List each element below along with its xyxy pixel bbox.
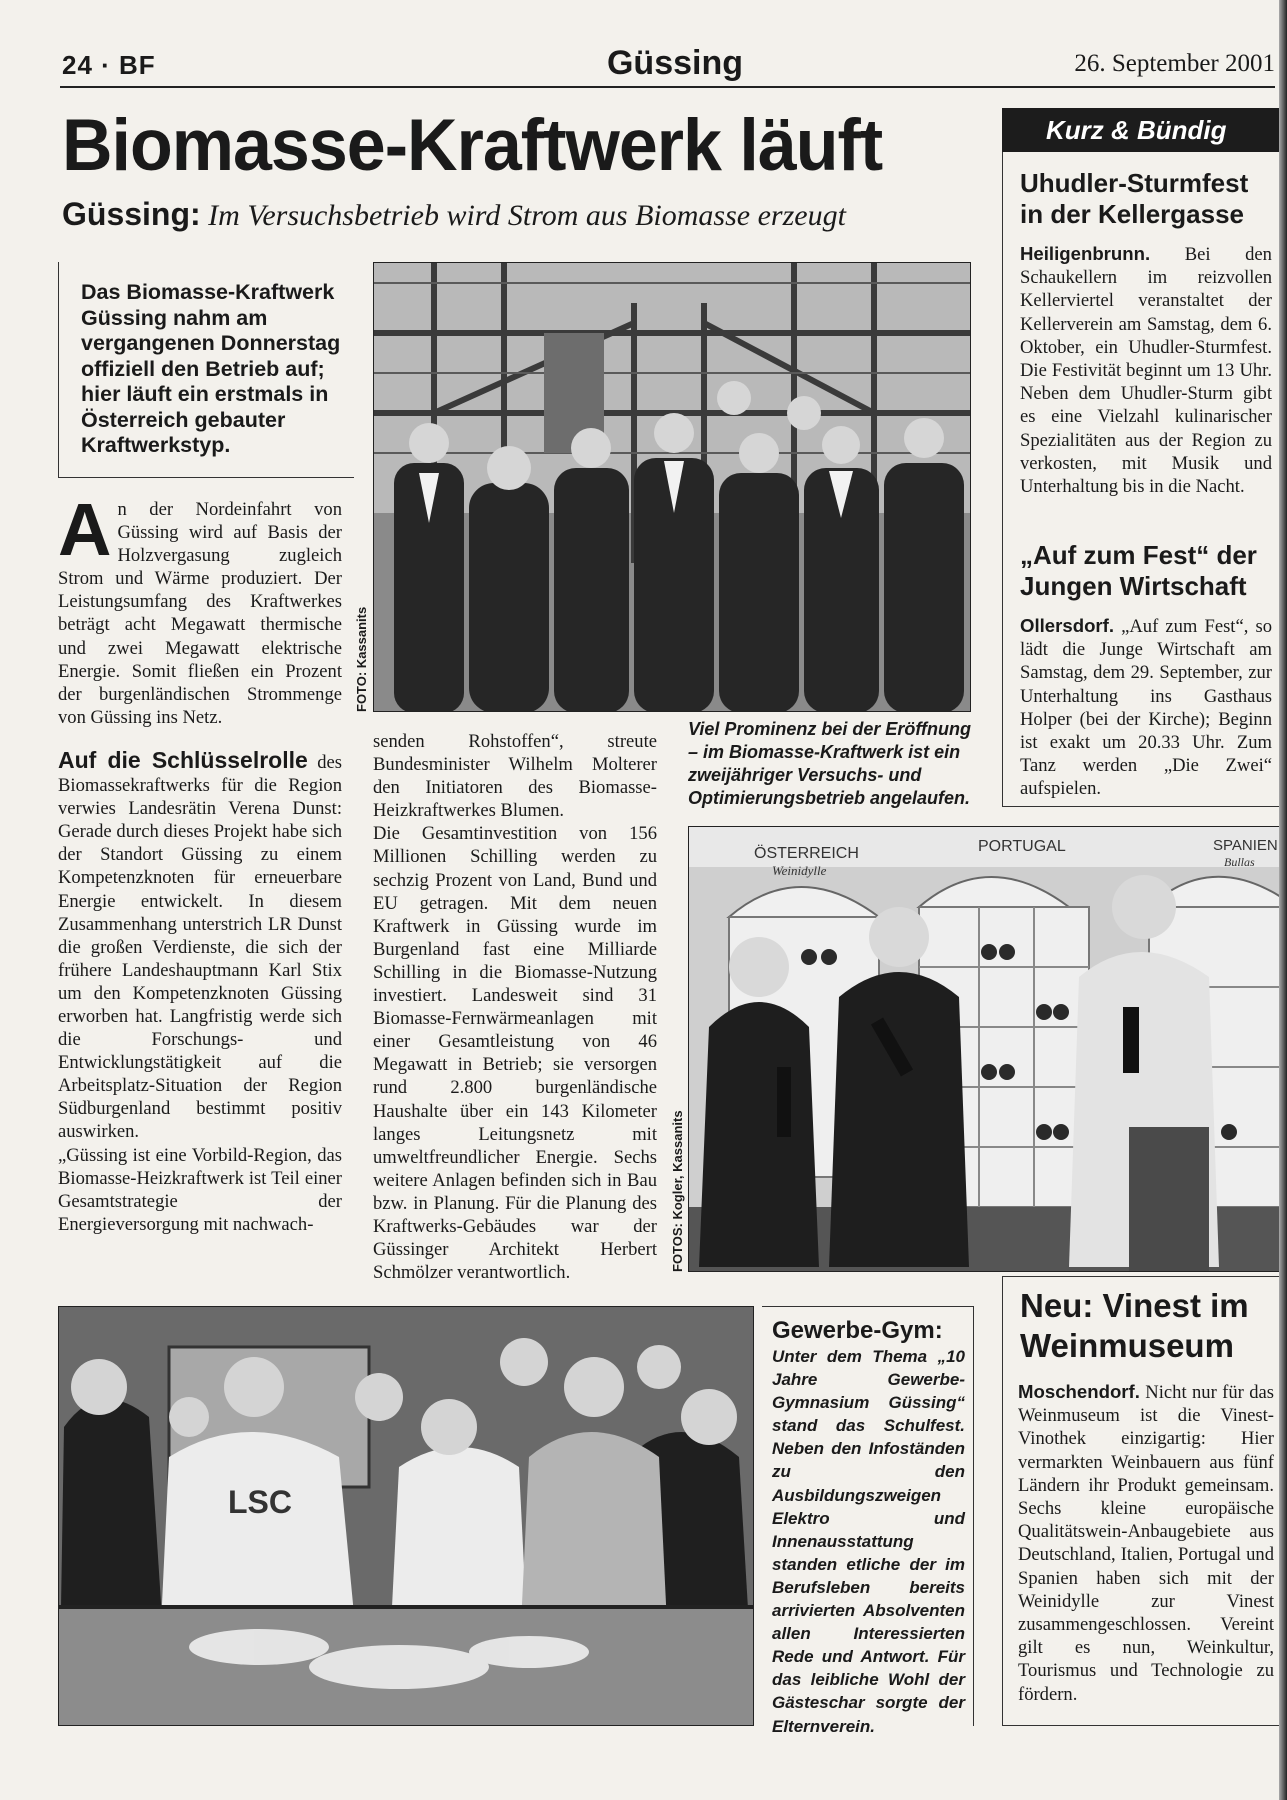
vinest-title: Neu: Vinest im Weinmuseum [1020, 1287, 1249, 1364]
sidebar-item-2-place: Ollersdorf. [1020, 615, 1115, 636]
header-rule [60, 86, 1275, 88]
photo-1-caption: Viel Prominenz bei der Eröffnung – im Biomasse-Kraftwerk ist ein zweijähriger Versuchs- und Optimierungsbetrieb angelaufen. [688, 719, 972, 808]
sign-austria: ÖSTERREICH [754, 845, 859, 862]
subhead-text: Im Versuchsbetrieb wird Strom aus Biomasse erzeugt [208, 199, 846, 232]
article-column-2 [373, 730, 657, 1284]
photo-wine-museum [688, 826, 1280, 1272]
power-plant-illustration [374, 263, 971, 712]
photo-wine-credit: FOTOS: Kogler, Kassanits [670, 1110, 685, 1272]
issue-date: 26. September 2001 [1074, 50, 1275, 77]
article-headline: Biomasse-Kraftwerk läuft [62, 103, 883, 186]
sidebar-item-1-body [1020, 242, 1272, 498]
paragraph-3: „Güssing ist eine Vorbild-Region, das Biomasse-Heizkraftwerk ist Teil einer Gesamtstrategie der Energieversorgung mit nachwach- [58, 1144, 342, 1235]
inline-head: Auf die Schlüsselrolle [58, 746, 308, 773]
wine-museum-illustration [689, 827, 1280, 1272]
article-column-1 [58, 488, 342, 1236]
gym-caption-box [762, 1306, 974, 1736]
gym-title: Gewerbe-Gym: [772, 1317, 943, 1344]
photo-school-festival [58, 1306, 754, 1726]
sidebar-item-1-title: Uhudler-Sturmfest in der Kellergasse [1020, 168, 1249, 229]
paragraph-1 [58, 488, 342, 729]
vinest-text: Nicht nur für das Weinmuseum ist die Vinest-Vinothek einzigartig: Hier vermarkten Weinbauern aus fünf Ländern ihr Produkt gemeinsam. Sechs kleine europäische Qualitätswein-Anbaugebiete aus Deutschland, Italien, Portugal und Spanien haben sich mit der Weinidylle zur Vinest zusammengeschlossen. Vereint gilt es nun, Weinkultur, Tourismus und Technologie zu fördern. [1018, 1382, 1274, 1705]
sidebar-item-1-place: Heiligenbrunn. [1020, 243, 1151, 264]
sidebar-label: Kurz & Bündig [1002, 108, 1280, 152]
section-title: Güssing [606, 44, 744, 82]
subhead-place: Güssing: [62, 196, 201, 232]
paragraph-2-text: des Biomassekraftwerks für die Region verwies Landesrätin Verena Dunst: Gerade durch dieses Projekt habe sich der Standort Güssing zu einem Kompetenzknoten für erneuerbare Energie entwickelt. In diesem Zusammenhang unterstrich LR Dunst die großen Verdienste, die sich der frühere Landeshauptmann Karl Stix um den Kompetenzknoten Güssing erworben hat. Langfristig werde sich die Forschungs- und Entwicklungstätigkeit auf die Arbeitsplatz-Situation der Region Südburgenland bestimmt positiv auswirken. [58, 751, 342, 1143]
sign-austria-sub: Weinidylle [772, 863, 827, 878]
article-subhead [62, 196, 846, 233]
page-label: 24 · BF [62, 50, 156, 80]
sidebar-item-2-text: „Auf zum Fest“, so lädt die Junge Wirtschaft am Samstag, dem 29. September, zur Unterhaltung ins Gasthaus Holper (bei der Kirche); Beginn ist exakt um 20.33 Uhr. Zum Tanz werden „Die Zwei“ aufspielen. [1020, 616, 1272, 800]
scan-edge [1279, 0, 1287, 1800]
vinest-place: Moschendorf. [1018, 1381, 1140, 1402]
sidebar-item-1-text: Bei den Schaukellern im reizvollen Kellerviertel veranstaltet der Kellerverein am Samstag, dem 6. Oktober, ein Uhudler-Sturmfest. Die Festivität beginnt um 13 Uhr. Neben dem Uhudler-Sturm gibt es eine Vielzahl kulinarischer Spezialitäten aus der Region zu verkosten, mit Musik und Unterhaltung bis in die Nacht. [1020, 244, 1272, 498]
article-lead: Das Biomasse-Kraftwerk Güssing nahm am vergangenen Donnerstag offiziell den Betrieb auf; hier läuft ein erstmals in Österreich gebauter Kraftwerkstyp. [58, 262, 354, 478]
school-festival-illustration [59, 1307, 754, 1726]
dropcap: A [58, 488, 112, 571]
sidebar-item-2-title: „Auf zum Fest“ der Jungen Wirtschaft [1020, 540, 1257, 601]
vinest-body [1018, 1380, 1274, 1706]
column-2-paragraph-1: senden Rohstoffen“, streute Bundesminister Wilhelm Molterer den Initiatoren des Biomasse-Heizkraftwerkes Blumen. [373, 731, 657, 822]
sign-spain-sub: Bullas [1224, 855, 1255, 869]
sign-spain: SPANIEN [1213, 837, 1278, 854]
photo-power-plant [373, 262, 971, 712]
column-2-paragraph-2: Die Gesamtinvestition von 156 Millionen Schilling werden zu sechzig Prozent von Land, Bund und EU getragen. Mit dem neuen Kraftwerk in Güssing wurde im Burgenland fast eine Milliarde Schilling in die Biomasse-Nutzung investiert. Landesweit sind 31 Biomasse-Fernwärmeanlagen mit einer Gesamtleistung von 46 Megawatt in Betrieb; sie versorgen rund 2.800 burgenländische Haushalte über ein 143 Kilometer langes Leitungsnetz mit umweltfreundlicher Energie. Sechs weitere Anlagen befinden sich in Bau bzw. in Planung. Für die Planung des Kraftwerks-Gebäudes war der Güssinger Architekt Herbert Schmölzer verantwortlich. [373, 823, 657, 1284]
sign-portugal: PORTUGAL [978, 838, 1066, 855]
gym-text: Unter dem Thema „10 Jahre Gewerbe-Gymnasium Güssing“ stand das Schulfest. Neben den Infoständen zu den Ausbildungszweigen Elektro und Innenausstattung standen etliche der im Berufsleben bereits arrivierten Absolventen allen Interessierten Rede und Antwort. Für das leibliche Wohl der Gästeschar sorgte der Elternverein. [772, 1347, 965, 1736]
paragraph-1-text: n der Nordeinfahrt von Güssing wird auf Basis der Holzvergasung zugleich Strom und Wärme produziert. Der Leistungsumfang des Kraftwerkes beträgt acht Megawatt thermische und zwei Megawatt elektrische Energie. Somit fließen ein Prozent der burgenländischen Strommenge von Güssing ins Netz. [58, 499, 342, 728]
photo-1-credit: FOTO: Kassanits [354, 606, 369, 712]
shirt-text: LSC [228, 1484, 292, 1520]
paragraph-2 [58, 746, 342, 1144]
sidebar-item-2-body [1020, 614, 1272, 801]
